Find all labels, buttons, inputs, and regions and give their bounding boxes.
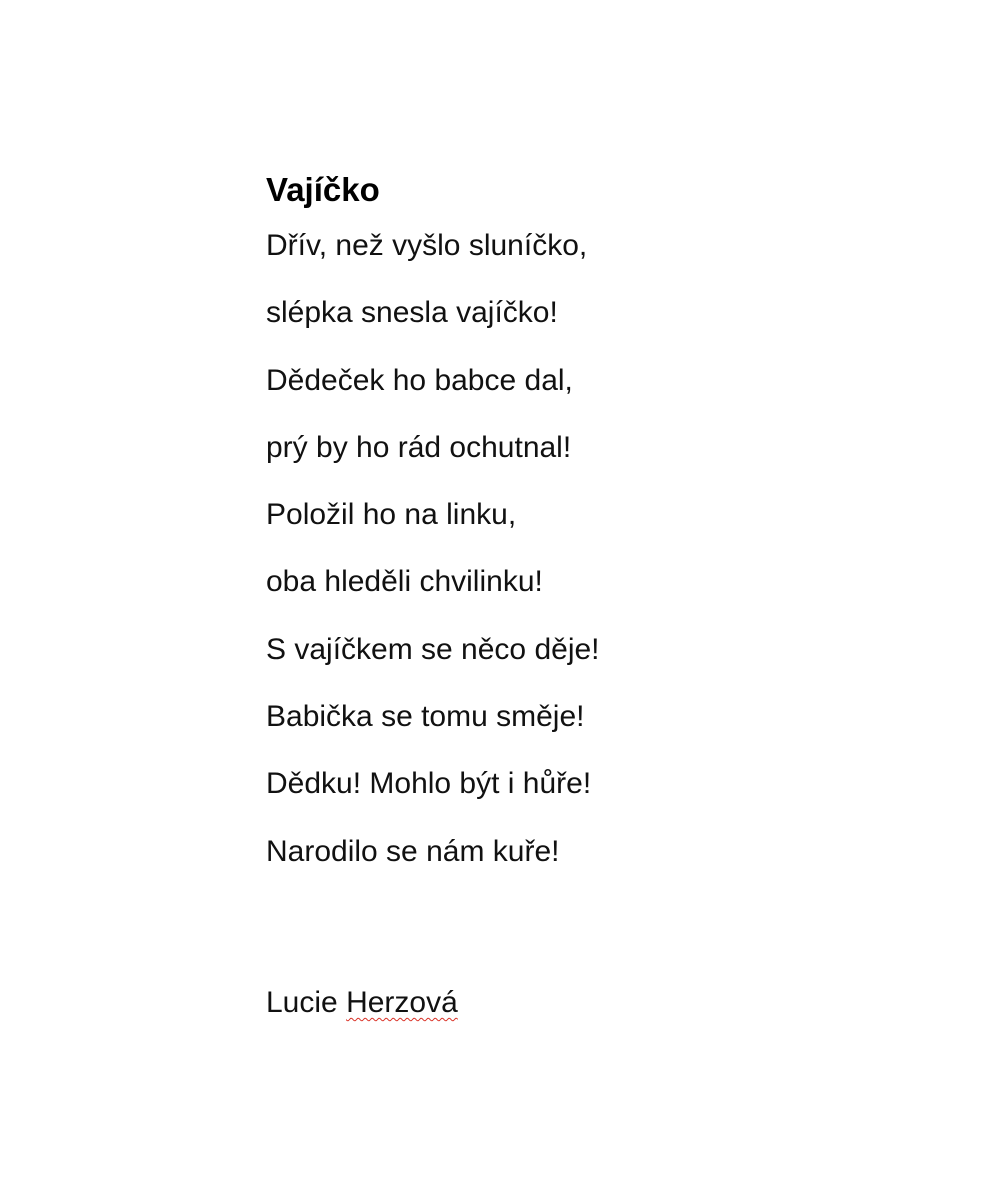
- poem-line: Narodilo se nám kuře!: [266, 834, 560, 868]
- poem-line: Dědeček ho babce dal,: [266, 363, 573, 397]
- poem-body: [266, 166, 866, 899]
- poem-line: Dědku! Mohlo být i hůře!: [266, 767, 592, 801]
- author-last-name-spellcheck[interactable]: Herzová: [346, 986, 458, 1019]
- poem-line: Babička se tomu směje!: [266, 700, 585, 734]
- author-first-name: Lucie: [266, 986, 338, 1019]
- poem-line: Dřív, než vyšlo sluníčko,: [266, 229, 588, 262]
- poem-line: Položil ho na linku,: [266, 498, 517, 532]
- author-signature: [266, 983, 458, 1023]
- poem-title: Vajíčko: [266, 171, 380, 208]
- poem-line: prý by ho rád ochutnal!: [266, 430, 572, 464]
- poem-line: oba hleděli chvilinku!: [266, 565, 543, 599]
- poem-line: slépka snesla vajíčko!: [266, 296, 558, 330]
- poem-line: S vajíčkem se něco děje!: [266, 632, 600, 666]
- poem-lines: [266, 226, 866, 872]
